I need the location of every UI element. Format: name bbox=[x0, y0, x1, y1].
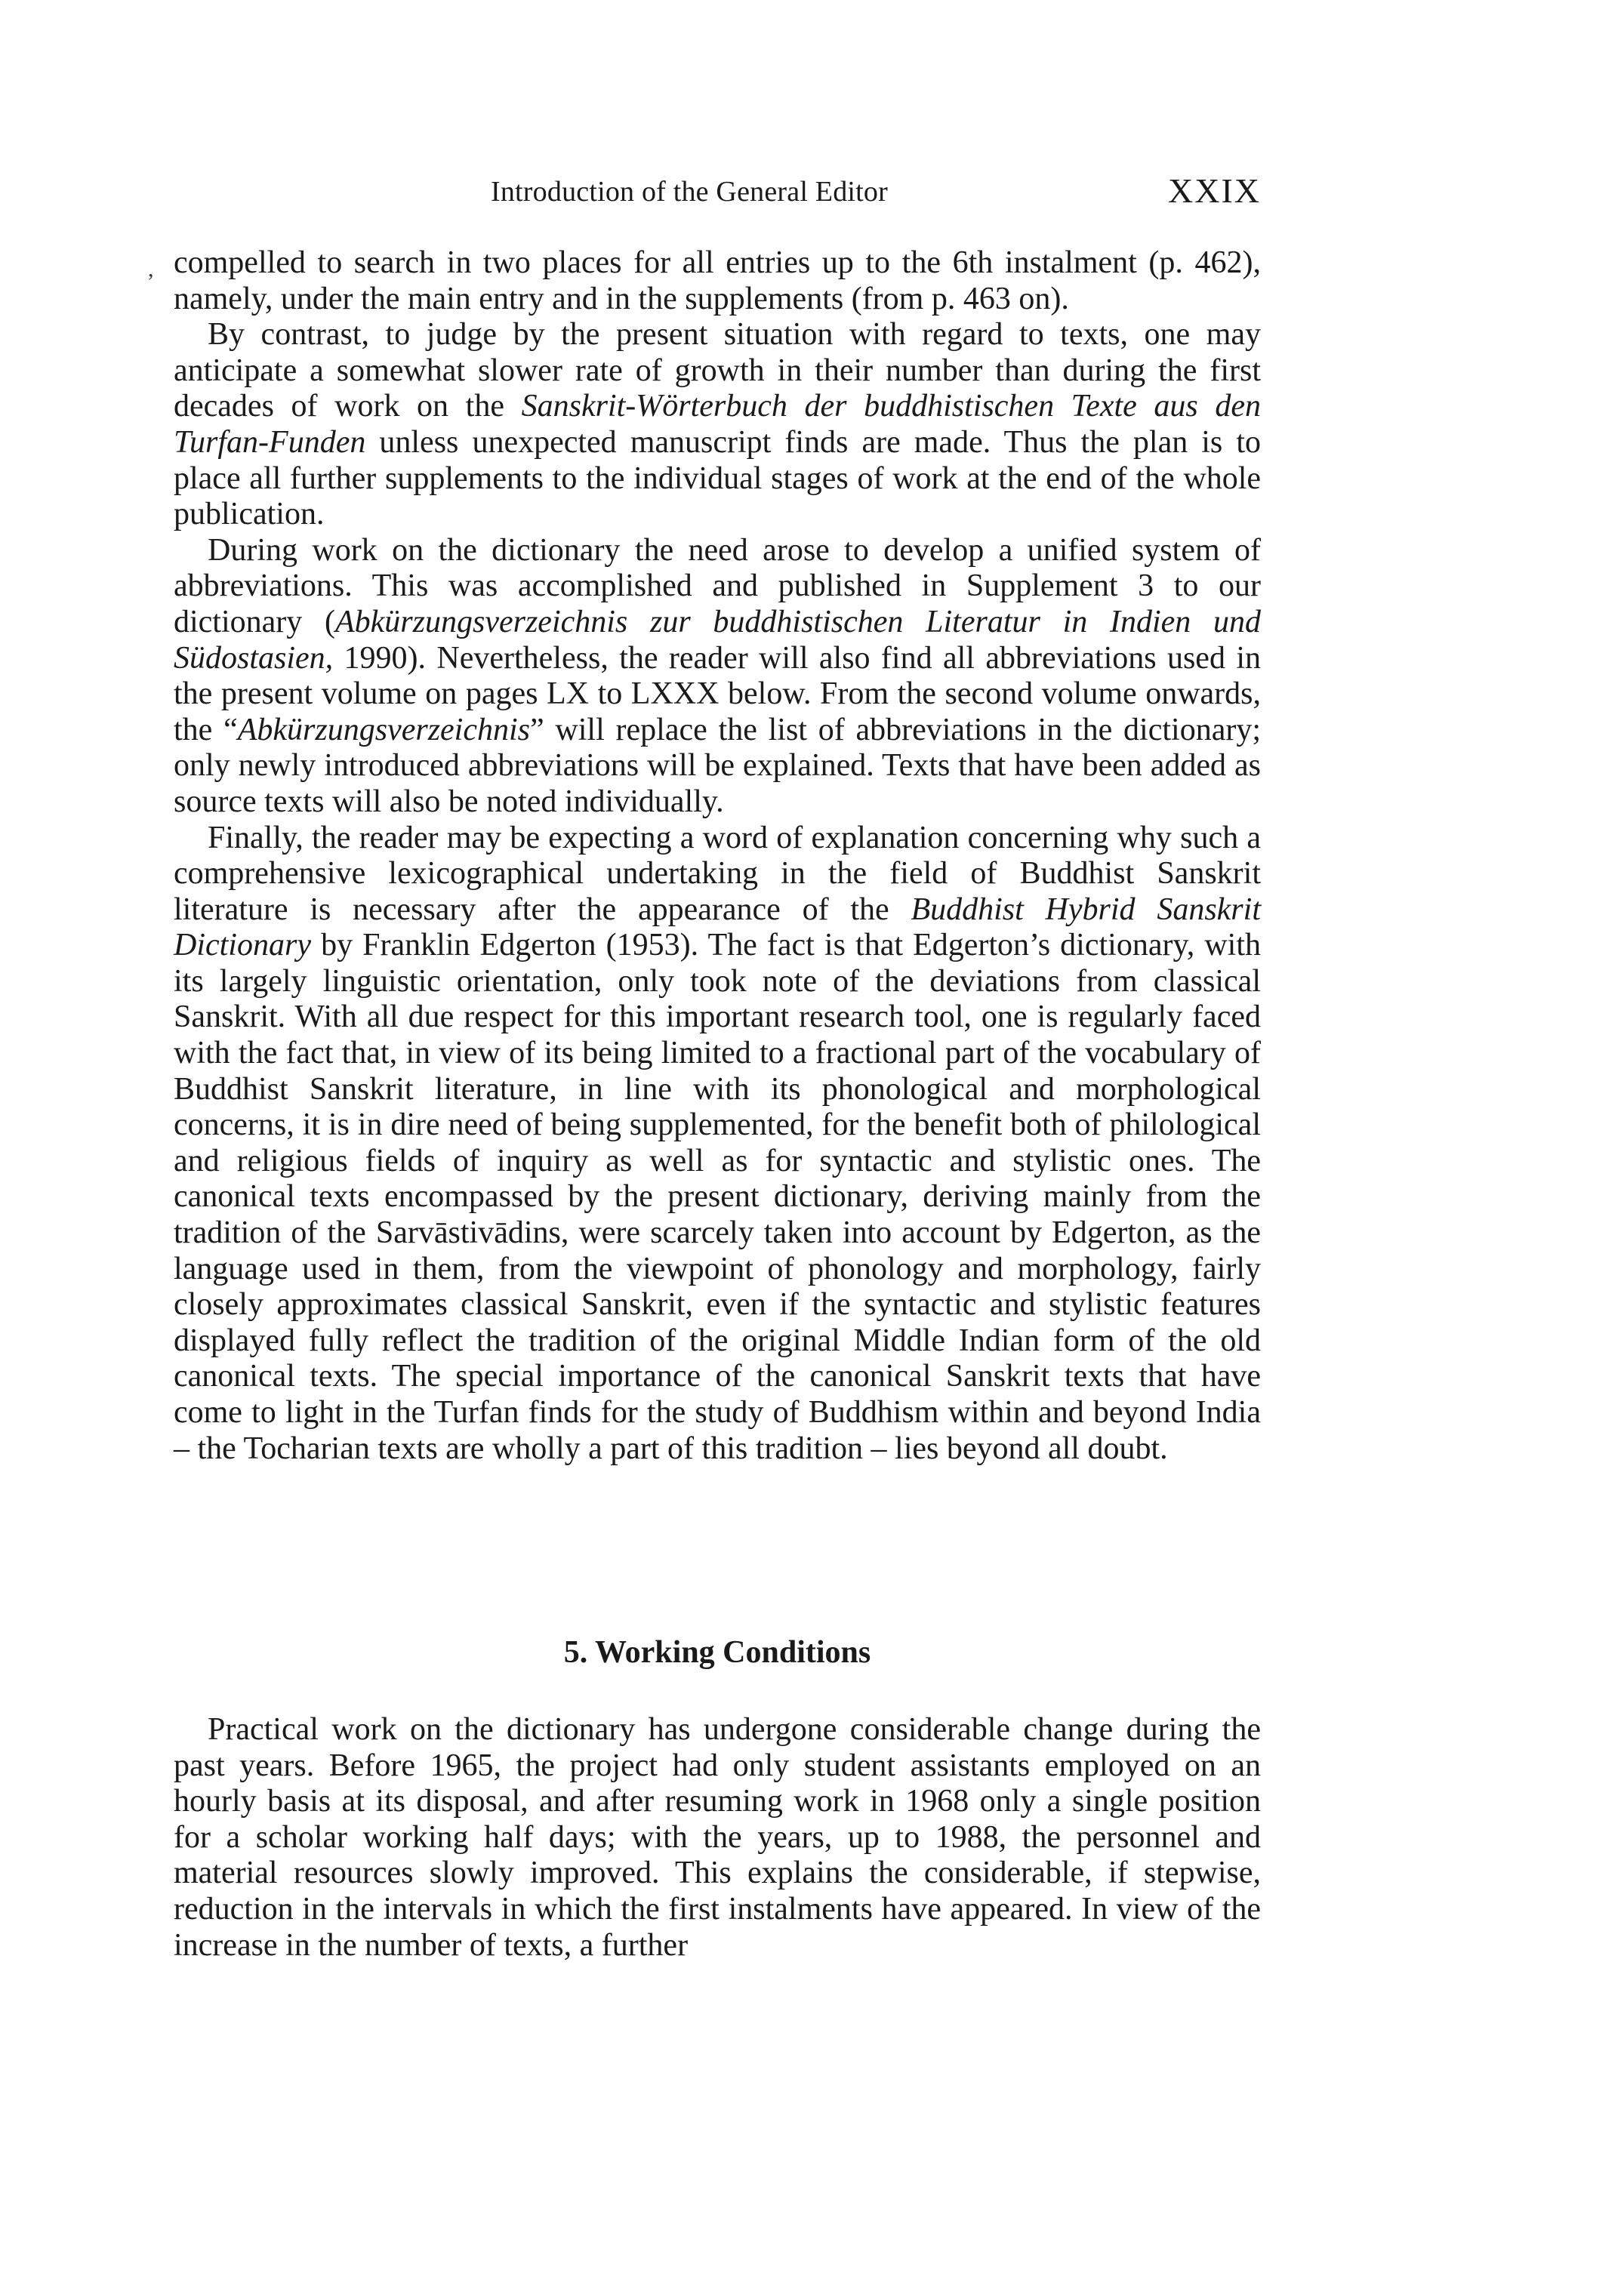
text-run: compelled to search in two places for all entries up to the 6th instalment (p. 462), namely, under the main entry and in the supplements (from p. 463 on). bbox=[174, 245, 1261, 316]
margin-mark: , bbox=[148, 257, 154, 282]
text-run: Finally, the reader may be expecting a word of explanation concerning why such a comprehensive lexicographical undertaking in the field of Buddhist Sanskrit literature is necessary after the appearance of the bbox=[174, 820, 1261, 927]
text-run: Practical work on the dictionary has undergone considerable change during the past years. Before 1965, the project had only student assistants employed on an hourly basis at its disposal, and after resuming work in 1968 only a single position for a scholar working half days; with the years, up to 1988, the personnel and material resources slowly improved. This explains the considerable, if stepwise, reduction in the intervals in which the first instalments have appeared. In view of the increase in the number of texts, a further bbox=[174, 1712, 1261, 1963]
section-heading: 5. Working Conditions bbox=[563, 1635, 871, 1670]
paragraph bbox=[174, 1712, 1261, 1964]
italic-title: Abkürzungsverzeichnis zur buddhistischen Literatur in Indien und Südostasien, bbox=[174, 604, 1261, 676]
text-run: unless unexpected manuscript finds are made. Thus the plan is to place all further supplements to the individual stages of work at the end of the whole publication. bbox=[174, 424, 1261, 532]
italic-title: Sanskrit-Wörterbuch der buddhistischen Texte aus den Turfan-Funden bbox=[174, 389, 1261, 460]
paragraph bbox=[174, 533, 1261, 821]
text-run: 1990). Nevertheless, the reader will also find all abbreviations used in the present volume on pages LX to LXXX below. From the second volume onwards, the “ bbox=[174, 640, 1261, 747]
italic-title: Buddhist Hybrid Sanskrit Dictionary bbox=[174, 892, 1261, 963]
text-run: During work on the dictionary the need arose to develop a unified system of abbreviations. This was accomplished and published in Supplement 3 to our dictionary ( bbox=[174, 532, 1261, 639]
running-head bbox=[174, 168, 1261, 220]
section-body-text bbox=[174, 1712, 1261, 1964]
text-run: By contrast, to judge by the present situation with regard to texts, one may anticipate a somewhat slower rate of growth in their number than during the first decades of work on the bbox=[174, 317, 1261, 424]
text-run: by Franklin Edgerton (1953). The fact is that Edgerton’s dictionary, with its largely linguistic orientation, only took note of the deviations from classical Sanskrit. With all due respect for this important research tool, one is regularly faced with the fact that, in view of its being limited to a fractional part of the vocabulary of Buddhist Sanskrit literature, in line with its phonological and morphological concerns, it is in dire need of being supplemented, for the benefit both of philological and religious fields of inquiry as well as for syntactic and stylistic ones. The canonical texts encompassed by the present dictionary, deriving mainly from the tradition of the Sarvāstivādins, were scarcely taken into account by Edgerton, as the language used in them, from the viewpoint of phonology and morphology, fairly closely approximates classical Sanskrit, even if the syntactic and stylistic features displayed fully reflect the tradition of the original Middle Indian form of the old canonical texts. The special importance of the canonical Sanskrit texts that have come to light in the Turfan finds for the study of Buddhism within and beyond India – the Tocharian texts are wholly a part of this tradition – lies beyond all doubt. bbox=[174, 928, 1261, 1466]
page-number: XXIX bbox=[1168, 171, 1261, 210]
paragraph bbox=[174, 245, 1261, 317]
running-title: Introduction of the General Editor bbox=[491, 176, 888, 208]
body-text bbox=[174, 245, 1261, 1467]
italic-title: Abkürzungsverzeichnis bbox=[237, 712, 531, 747]
text-run: ” will replace the list of abbreviations in the dictionary; only newly introduced abbreviations will be explained. Texts that have been added as source texts will also be noted individually. bbox=[174, 712, 1261, 819]
paragraph bbox=[174, 317, 1261, 533]
paragraph bbox=[174, 821, 1261, 1468]
